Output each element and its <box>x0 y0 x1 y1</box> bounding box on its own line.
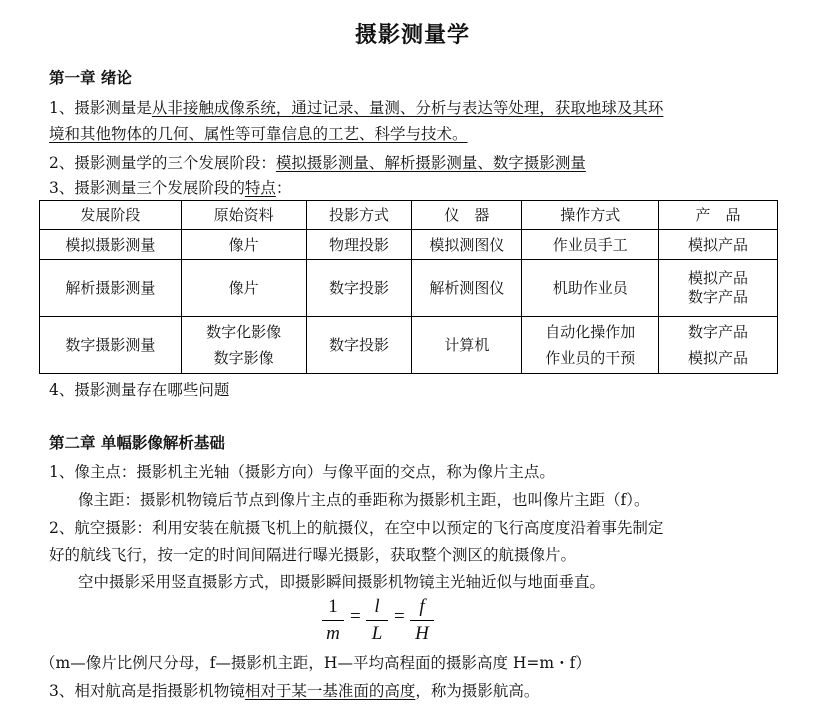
fraction-1-over-m <box>322 594 344 647</box>
table-cell: 数字投影 <box>306 317 412 374</box>
fraction-numerator: 1 <box>328 596 338 617</box>
chapter1-heading: 第一章 绪论 <box>49 68 132 87</box>
table-row <box>40 317 778 374</box>
ch2-item3 <box>49 679 539 701</box>
table-cell: 机助作业员 <box>522 260 659 317</box>
table-cell: 像片 <box>181 230 306 260</box>
table-cell: 数字投影 <box>306 260 412 317</box>
table-cell: 作业员手工 <box>522 230 659 260</box>
page-title: 摄影测量学 <box>354 22 470 48</box>
ch1-item3 <box>49 176 291 198</box>
ch2-item2b: 空中摄影采用竖直摄影方式，即摄影瞬间摄影机物镜主光轴近似与地面垂直。 <box>78 573 606 591</box>
ch1-item1-line1 <box>49 96 663 118</box>
fraction-l-over-L <box>366 594 388 647</box>
table-cell: 解析测图仪 <box>412 260 522 317</box>
ch1-item3-prefix: 3、摄影测量三个发展阶段的 <box>49 179 245 197</box>
ch1-item2-prefix: 2、摄影测量学的三个发展阶段： <box>49 154 276 172</box>
ch1-item1-prefix: 1、摄影测量是 <box>49 99 152 117</box>
fraction-numerator: l <box>374 596 380 617</box>
ch1-item3-keyword: 特点 <box>244 179 276 197</box>
ch1-item1-line2 <box>49 122 468 144</box>
fraction-denominator: H <box>415 623 429 644</box>
ch2-item2-line1: 2、航空摄影：利用安装在航摄飞机上的航摄仪，在空中以预定的飞行高度度沿着事先制定 <box>49 519 664 537</box>
table-header-cell: 产 品 <box>659 201 778 230</box>
ch1-item1-definition-part1: 从非接触成像系统，通过记录、量测、分析与表达等处理，获取地球及其环 <box>151 99 664 117</box>
table-header-cell: 原始资料 <box>181 201 306 230</box>
table-cell: 模拟产品 <box>659 230 778 260</box>
table-cell: 自动化操作加 作业员的干预 <box>522 317 659 374</box>
table-header-cell: 发展阶段 <box>40 201 182 230</box>
chapter2-heading: 第二章 单幅影像解析基础 <box>49 433 225 452</box>
equals-sign: = <box>394 606 405 627</box>
table-cell: 解析摄影测量 <box>40 260 182 317</box>
ch1-item1-definition-part2: 境和其他物体的几何、属性等可靠信息的工艺、科学与技术。 <box>49 125 468 143</box>
stages-table <box>39 200 778 374</box>
table-cell: 数字产品 模拟产品 <box>659 317 778 374</box>
table-cell: 物理投影 <box>306 230 412 260</box>
table-header-row <box>40 201 778 230</box>
ch1-item2-stages: 模拟摄影测量、解析摄影测量、数字摄影测量 <box>275 154 586 172</box>
ch1-item2 <box>49 151 586 173</box>
equals-sign: = <box>350 606 361 627</box>
table-cell: 数字摄影测量 <box>40 317 182 374</box>
table-cell: 像片 <box>181 260 306 317</box>
fraction-denominator: m <box>326 623 340 644</box>
table-cell: 模拟测图仪 <box>412 230 522 260</box>
fraction-numerator: f <box>419 596 425 617</box>
table-header-cell: 投影方式 <box>306 201 412 230</box>
table-cell: 模拟摄影测量 <box>40 230 182 260</box>
table-header-cell: 操作方式 <box>522 201 659 230</box>
table-row <box>40 230 778 260</box>
ch1-item3-suffix: ： <box>275 179 292 197</box>
ch2-item1: 1、像主点：摄影机主光轴（摄影方向）与像平面的交点，称为像片主点。 <box>49 463 555 481</box>
table-header-cell: 仪 器 <box>412 201 522 230</box>
table-cell: 数字化影像 数字影像 <box>181 317 306 374</box>
table-row <box>40 260 778 317</box>
table-cell: 计算机 <box>412 317 522 374</box>
ch1-item4: 4、摄影测量存在哪些问题 <box>49 381 230 399</box>
table-cell: 模拟产品 数字产品 <box>659 260 778 317</box>
formula-note: （m—像片比例尺分母，f—摄影机主距，H—平均高程面的摄影高度 H=m・f） <box>40 654 591 672</box>
ch2-item2-line2: 好的航线飞行，按一定的时间间隔进行曝光摄影，获取整个测区的航摄像片。 <box>49 546 577 564</box>
ch2-item1b: 像主距：摄影机物镜后节点到像片主点的垂距称为摄影机主距，也叫像片主距（f）。 <box>78 491 650 509</box>
fraction-denominator: L <box>371 623 383 644</box>
ch2-item3-prefix: 3、相对航高是指摄影机物镜 <box>49 682 245 700</box>
fraction-f-over-H <box>410 594 434 647</box>
ch2-item3-suffix: ，称为摄影航高。 <box>415 682 540 700</box>
ch2-item3-keyword: 相对于某一基准面的高度 <box>244 682 416 700</box>
